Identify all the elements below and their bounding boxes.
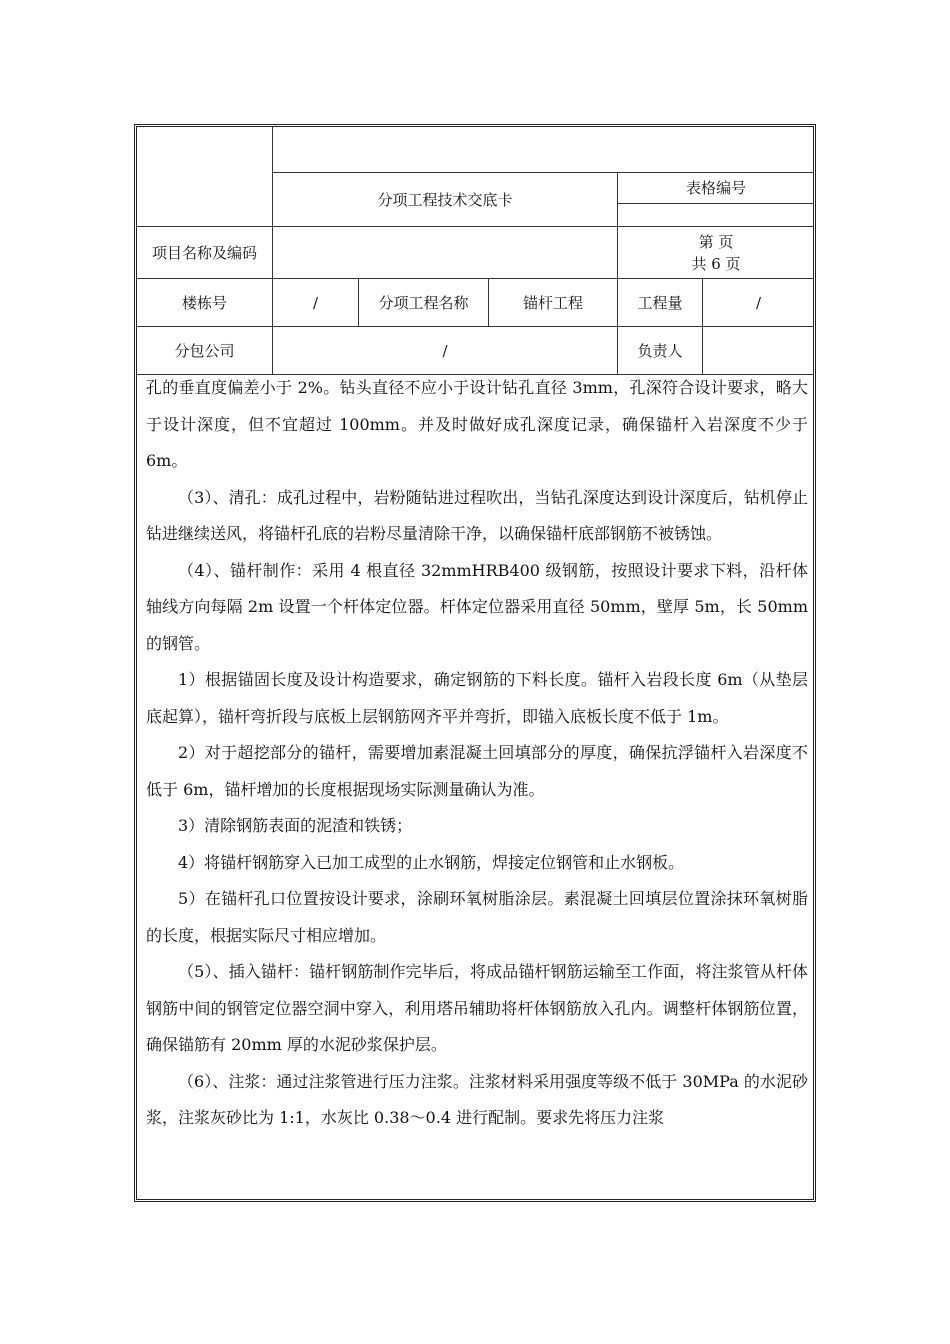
manager-label: 负责人 — [637, 341, 683, 360]
body-paragraph: （3）、清孔：成孔过程中，岩粉随钻进过程吹出，当钻孔深度达到设计深度后，钻机停止钻进继续送风，将锚杆孔底的岩粉尽量清除干净，以确保锚杆底部钢筋不被锈蚀。 — [146, 487, 808, 543]
form-number-label: 表格编号 — [685, 179, 746, 197]
body-paragraph: （4）、锚杆制作：采用 4 根直径 32mmHRB400 级钢筋，按照设计要求下料，沿杆体轴线方向每隔 2m 设置一个杆体定位器。杆体定位器采用直径 50mm，壁厚 5m，长 50mm 的钢管。 — [146, 560, 808, 653]
disclosure-body — [146, 370, 808, 1137]
building-label: 楼栋号 — [181, 293, 227, 312]
quantity-value: / — [755, 293, 762, 312]
body-paragraph: 3）清除钢筋表面的泥渣和铁锈； — [178, 816, 413, 835]
building-value: / — [312, 293, 319, 312]
quantity-label: 工程量 — [637, 293, 683, 312]
body-paragraph: 2）对于超挖部分的锚杆，需要增加素混凝土回填部分的厚度，确保抗浮锚杆入岩深度不低于 6m，锚杆增加的长度根据现场实际测量确认为准。 — [146, 743, 808, 799]
subproject-name-label: 分项工程名称 — [378, 293, 469, 312]
body-paragraph: （6）、注浆：通过注浆管进行压力注浆。注浆材料采用强度等级不低于 30MPa 的水泥砂浆，注浆灰砂比为 1:1，水灰比 0.38～0.4 进行配制。要求先将压力注浆 — [146, 1071, 808, 1127]
subproject-name-value: 锚杆工程 — [522, 293, 583, 312]
page-label: 第 页 — [698, 232, 734, 251]
subcontractor-value: / — [442, 341, 448, 360]
manager-value — [703, 327, 814, 374]
body-paragraph: （5）、插入锚杆：锚杆钢筋制作完毕后，将成品锚杆钢筋运输至工作面，将注浆管从杆体钢筋中间的钢管定位器空洞中穿入，利用塔吊辅助将杆体钢筋放入孔内。调整杆体钢筋位置，确保锚筋有 20mm 厚的水泥砂浆保护层。 — [146, 962, 808, 1054]
document-title: 分项工程技术交底卡 — [377, 190, 513, 209]
body-paragraph: 孔的垂直度偏差小于 2%。钻头直径不应小于设计钻孔直径 3mm，孔深符合设计要求，略大于设计深度，但不宜超过 100mm。并及时做好成孔深度记录，确保锚杆入岩深度不少于 6m。 — [146, 378, 808, 470]
body-paragraph: 4）将锚杆钢筋穿入已加工成型的止水钢筋，焊接定位钢管和止水钢板。 — [178, 852, 685, 872]
project-name-label: 项目名称及编码 — [151, 243, 257, 262]
form-number-value — [618, 204, 814, 226]
subcontractor-label: 分包公司 — [174, 341, 235, 360]
total-pages-label: 共 6 页 — [691, 254, 741, 273]
body-paragraph: 5）在锚杆孔口位置按设计要求，涂刷环氧树脂涂层。素混凝土回填层位置涂抹环氧树脂的长度，根据实际尺寸相应增加。 — [146, 889, 808, 945]
body-paragraph: 1）根据锚固长度及设计构造要求，确定钢筋的下料长度。锚杆入岩段长度 6m（从垫层底起算），锚杆弯折段与底板上层钢筋网齐平并弯折，即锚入底板长度不低于 1m。 — [146, 670, 808, 726]
page-number — [618, 227, 814, 278]
project-name-value — [273, 227, 617, 278]
